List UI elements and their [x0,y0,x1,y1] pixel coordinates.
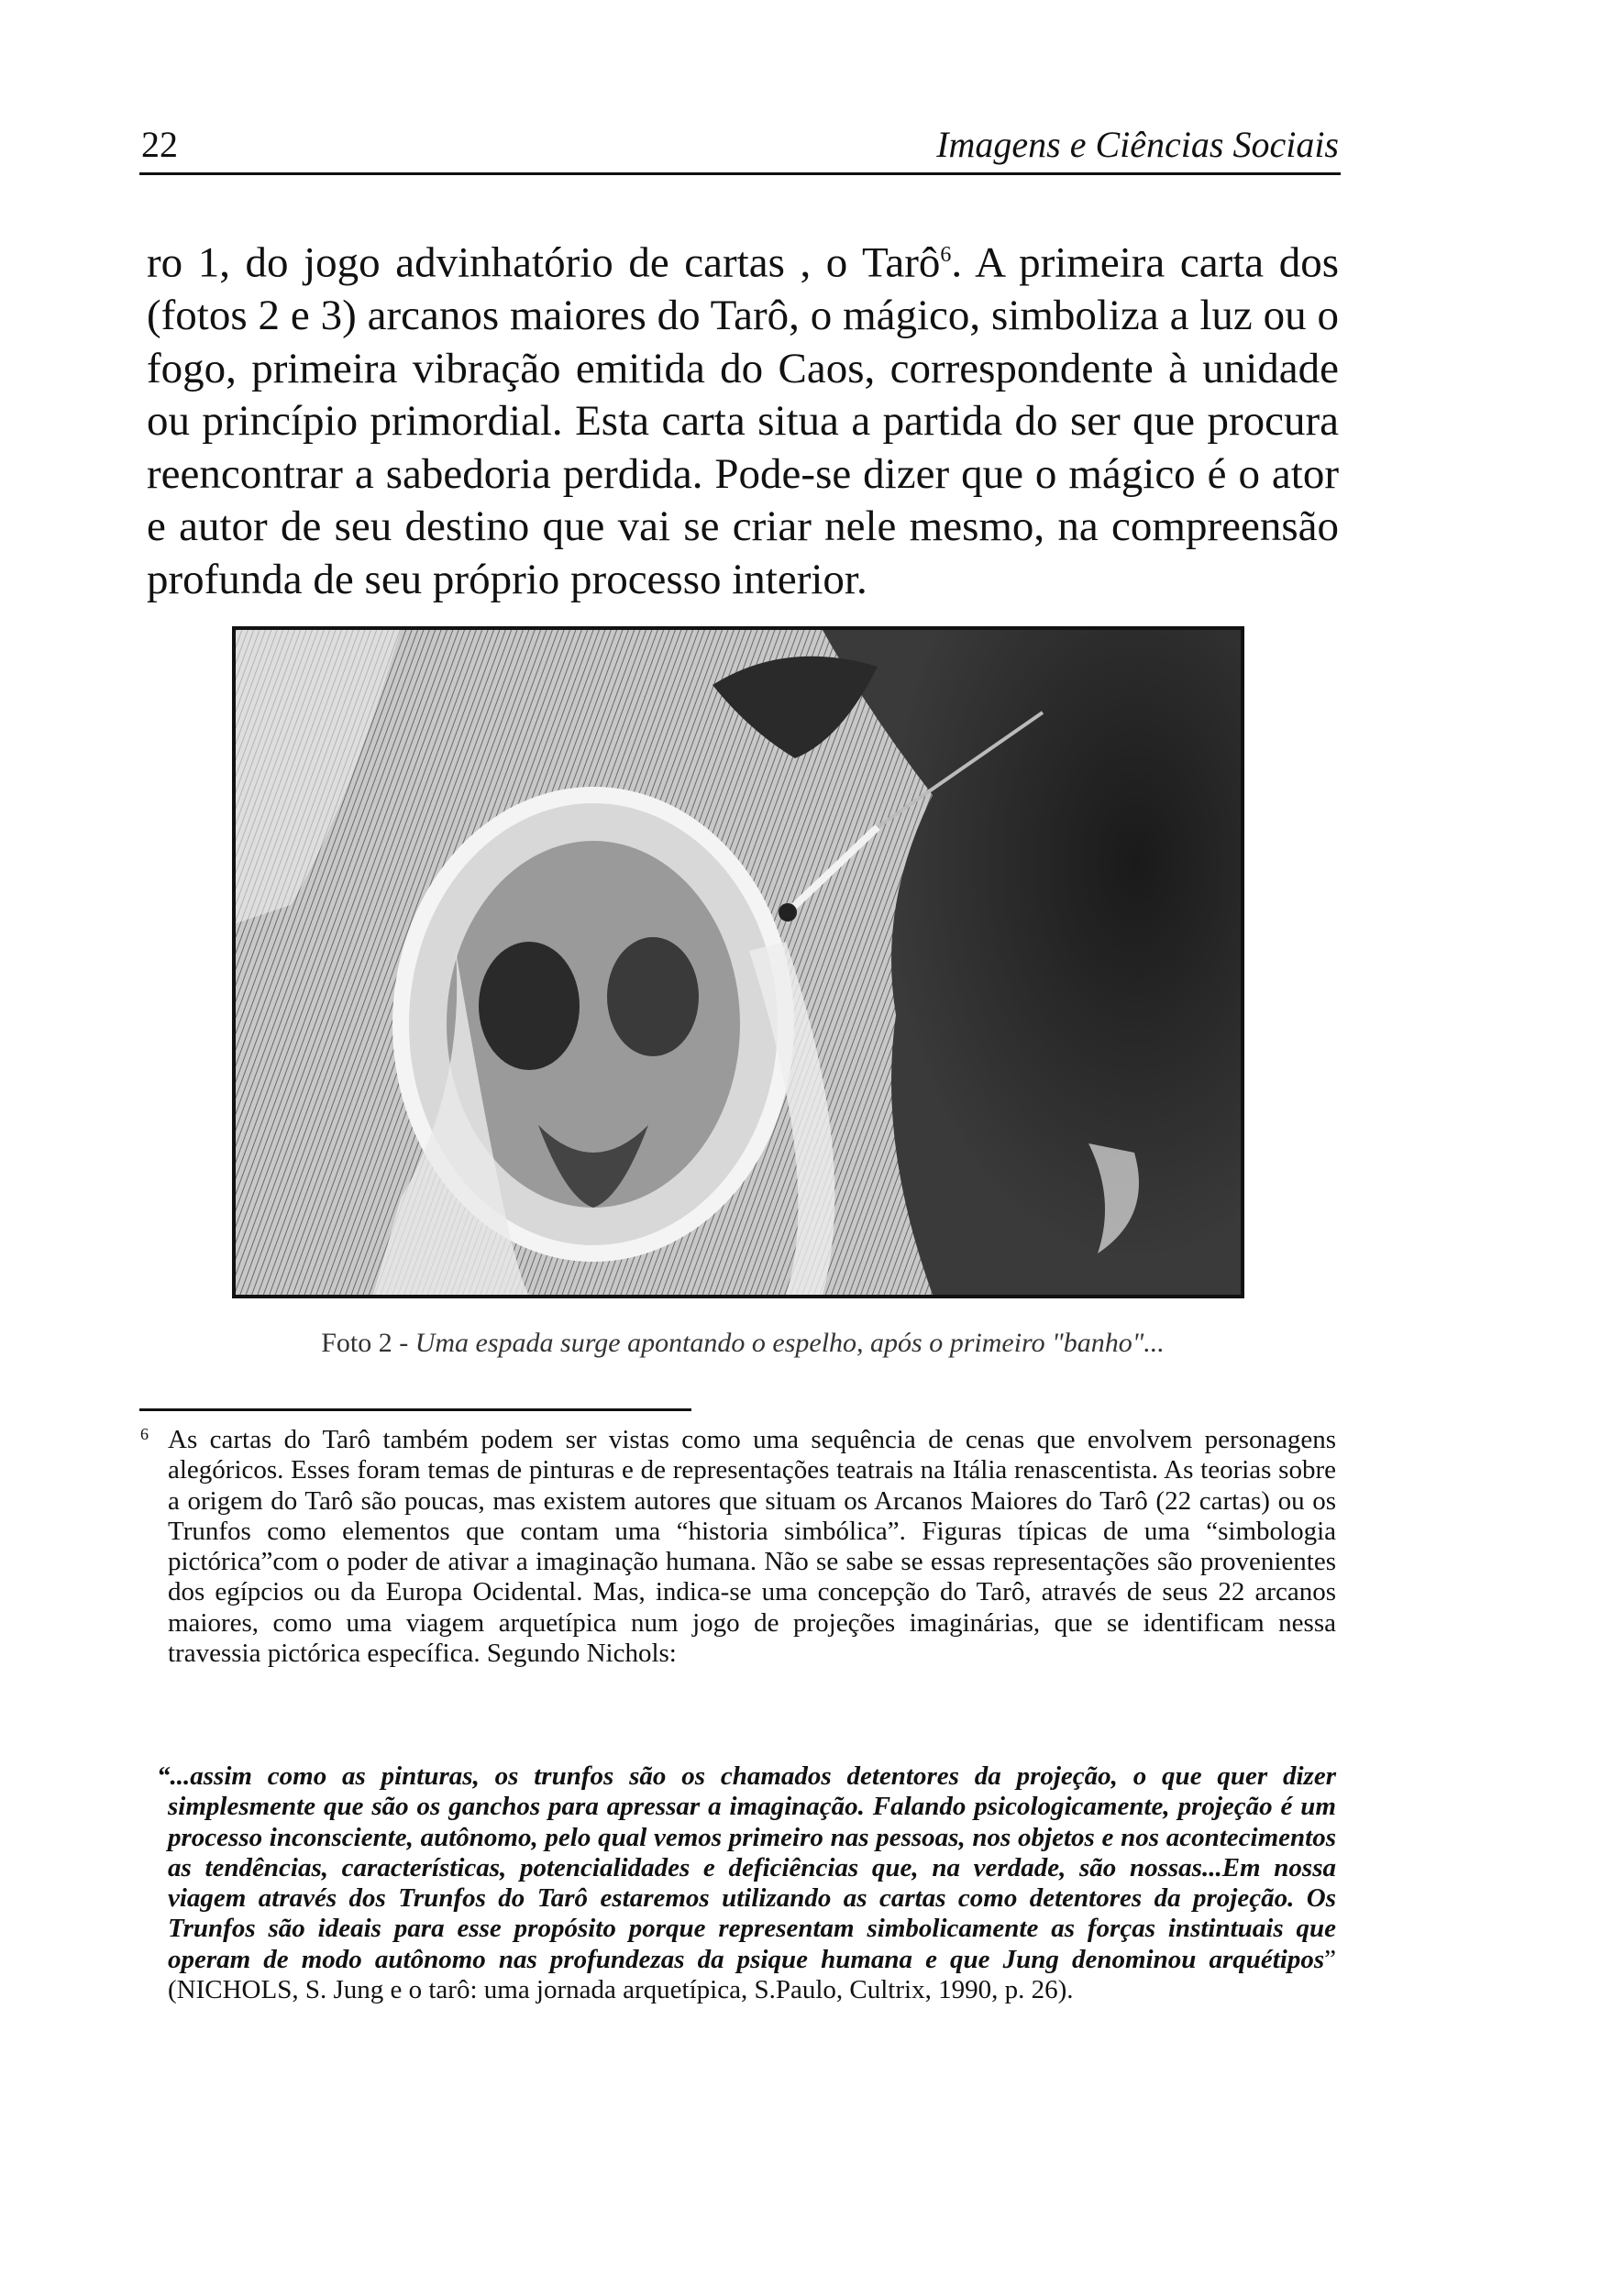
photo-caption [165,1328,1320,1359]
quote-term-projecao: projeção [1177,1792,1273,1822]
quote-part-1: “...assim como as pinturas, os trunfos são os chamados detentores da projeção, o que quer dizer simplesmente que são os ganchos para apressar a imaginação. Falando psicologicamente, [157,1761,1336,1822]
footnote-quote [157,1761,1336,2005]
caption-text: Uma espada surge apontando o espelho, após o primeiro "banho"... [414,1328,1165,1358]
body-text-start: ro 1, do jogo advinhatório de cartas , o Tarô [147,238,941,287]
footnote-number: 6 [140,1425,149,1443]
quote-part-2: é um processo inconsciente, autônomo, pelo qual vemos primeiro nas pessoas, nos objetos e nos acontecimentos as tendências, características, potencialidades e deficiências que, na verdade, são nossas...Em nossa viagem através dos Trunfos do Tarô estaremos utilizando as cartas como detentores da projeção. Os Trunfos são ideais para esse propósito porque representam simbolicamente as forças instintuais que operam de modo autônomo nas profundezas da psique humana e que Jung denominou [168,1792,1336,1974]
quote-close: ” [1324,1944,1336,1974]
page-number: 22 [141,124,178,165]
footnote-text: As cartas do Tarô também podem ser vistas como uma sequência de cenas que envolvem personagens alegóricos. Esses foram temas de pinturas e de representações teatrais na Itália renascentista. As teorias sobre a origem do Tarô são poucas, mas existem autores que situam os Arcanos Maiores do Tarô (22 cartas) ou os Trunfos como elementos que contam uma “historia simbólica”. Figuras típicas de uma “simbologia pictórica”com o poder de ativar a imaginação humana. Não se sabe se essas representações são provenientes dos egípcios ou da Europa Ocidental. Mas, indica-se uma concepção do Tarô, através de seus 22 arcanos maiores, como uma viagem arquetípica num jogo de projeções imaginárias, que se identificam nessa travessia pictórica específica. Segundo Nichols: [168,1425,1336,1669]
quote-term-arquetipos: arquétipos [1209,1944,1325,1974]
caption-label: Foto 2 - [321,1328,415,1358]
running-title: Imagens e Ciências Sociais [936,124,1339,165]
page-header [139,117,1341,175]
footnote-rule [139,1408,691,1411]
footnote-reference: 6 [940,243,952,267]
footnote-6 [140,1425,1336,1669]
photo-2 [232,626,1244,1298]
body-text-rest: . A primeira carta dos (fotos 2 e 3) arcanos maiores do Tarô, o mágico, simboliza a luz ou o fogo, primeira vibração emitida do Caos, correspondente à unidade ou princípio primordial. Esta carta situa a partida do ser que procura reencontrar a sabedoria perdida. Pode-se dizer que o mágico é o ator e autor de seu destino que vai se criar nele mesmo, na compreensão profunda de seu próprio processo interior. [147,238,1339,603]
body-paragraph [147,229,1339,606]
quote-citation: (NICHOLS, S. Jung e o tarô: uma jornada arquetípica, S.Paulo, Cultrix, 1990, p. 26). [168,1975,1074,2005]
photo-image [236,630,1241,1295]
